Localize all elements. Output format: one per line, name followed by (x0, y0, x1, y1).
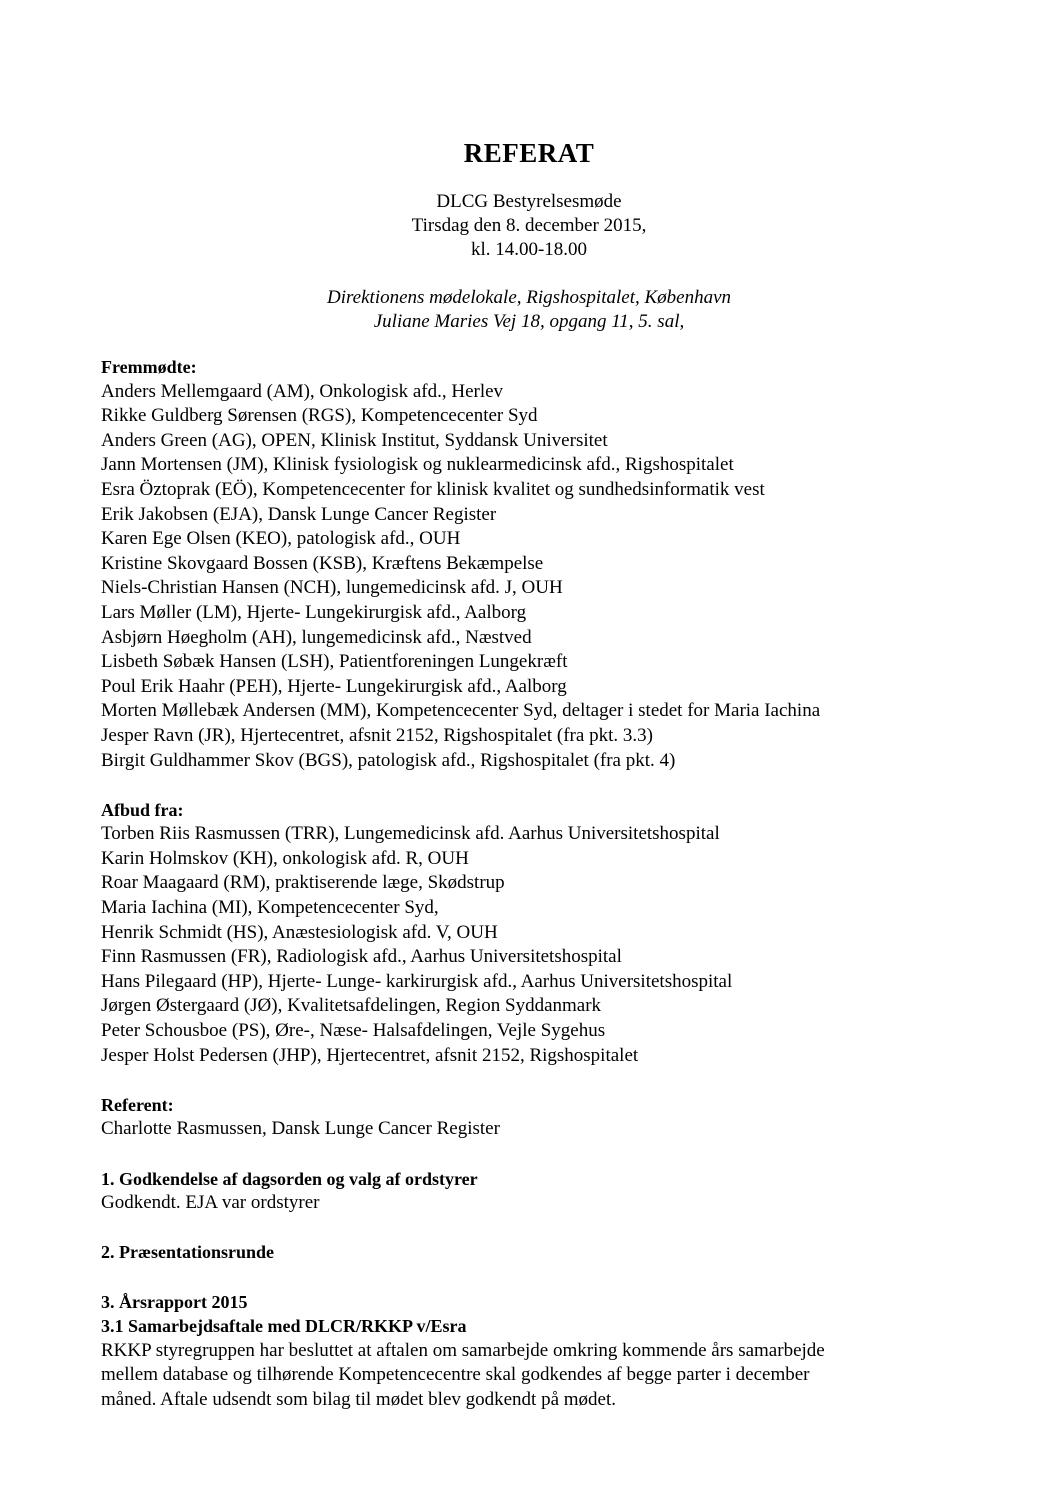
meeting-time: kl. 14.00-18.00 (470, 239, 588, 260)
attendee-item: Morten Møllebæk Andersen (MM), Kompetencecenter Syd, deltager i stedet for Maria Iachina (101, 700, 821, 722)
attendee-item: Jesper Ravn (JR), Hjertecentret, afsnit 2152, Rigshospitalet (fra pkt. 3.3) (101, 724, 653, 746)
attendee-item: Niels-Christian Hansen (NCH), lungemedicinsk afd. J, OUH (101, 577, 563, 599)
attendee-item: Lisbeth Søbæk Hansen (LSH), Patientforeningen Lungekræft (101, 651, 568, 673)
attendee-item: Erik Jakobsen (EJA), Dansk Lunge Cancer Register (101, 503, 497, 525)
document-title: REFERAT (463, 138, 595, 168)
agenda-item-2 (101, 1240, 1001, 1265)
absent-item: Hans Pilegaard (HP), Hjerte- Lunge- karkirurgisk afd., Aarhus Universitetshospital (101, 970, 733, 992)
paragraph-line: RKKP styregruppen har besluttet at aftalen om samarbejde omkring kommende års samarbejde (101, 1339, 825, 1361)
location-line-1: Direktionens mødelokale, Rigshospitalet, København (326, 287, 732, 308)
absent-item: Roar Maagaard (RM), praktiserende læge, Skødstrup (101, 872, 505, 894)
meeting-location (0, 286, 1058, 334)
referent-section (101, 1093, 1001, 1142)
absent-heading: Afbud fra: (101, 799, 184, 820)
attendee-item: Anders Mellemgaard (AM), Onkologisk afd., Herlev (101, 380, 504, 402)
agenda-item-3-1-heading: 3.1 Samarbejdsaftale med DLCR/RKKP v/Esra (101, 1316, 467, 1337)
absent-section (101, 798, 1001, 1069)
attendee-item: Lars Møller (LM), Hjerte- Lungekirurgisk afd., Aalborg (101, 601, 527, 623)
agenda-item-1-heading: 1. Godkendelse af dagsorden og valg af ordstyrer (101, 1168, 478, 1189)
absent-item: Maria Iachina (MI), Kompetencecenter Syd, (101, 897, 439, 919)
absent-item: Finn Rasmussen (FR), Radiologisk afd., Aarhus Universitetshospital (101, 946, 622, 968)
document-body (101, 355, 1001, 1413)
attendee-item: Asbjørn Høegholm (AH), lungemedicinsk afd., Næstved (101, 626, 532, 648)
absent-item: Henrik Schmidt (HS), Anæstesiologisk afd. V, OUH (101, 921, 498, 943)
location-line-2: Juliane Maries Vej 18, opgang 11, 5. sal, (373, 311, 685, 332)
agenda-item-1 (101, 1167, 1001, 1216)
absent-item: Jørgen Østergaard (JØ), Kvalitetsafdelingen, Region Syddanmark (101, 995, 602, 1017)
attendees-heading: Fremmødte: (101, 357, 197, 377)
referent-heading: Referent: (101, 1094, 174, 1115)
referent-name: Charlotte Rasmussen, Dansk Lunge Cancer Register (101, 1118, 500, 1140)
meeting-date: Tirsdag den 8. december 2015, (411, 215, 647, 236)
attendee-item: Birgit Guldhammer Skov (BGS), patologisk afd., Rigshospitalet (fra pkt. 4) (101, 749, 676, 771)
attendee-item: Anders Green (AG), OPEN, Klinisk Institut, Syddansk Universitet (101, 429, 608, 451)
attendee-item: Rikke Guldberg Sørensen (RGS), Kompetencecenter Syd (101, 405, 538, 427)
absent-item: Peter Schousboe (PS), Øre-, Næse- Halsafdelingen, Vejle Sygehus (101, 1020, 606, 1042)
paragraph-line: mellem database og tilhørende Kompetencecentre skal godkendes af begge parter i december (101, 1364, 810, 1386)
attendee-item: Esra Öztoprak (EÖ), Kompetencecenter for klinisk kvalitet og sundhedsinformatik vest (101, 478, 765, 500)
meeting-name: DLCG Bestyrelsesmøde (436, 191, 622, 212)
attendees-section (101, 355, 1001, 773)
agenda-item-1-text: Godkendt. EJA var ordstyrer (101, 1192, 320, 1214)
attendees-list (101, 380, 1001, 774)
paragraph-line: måned. Aftale udsendt som bilag til mødet blev godkendt på mødet. (101, 1388, 617, 1410)
absent-item: Torben Riis Rasmussen (TRR), Lungemedicinsk afd. Aarhus Universitetshospital (101, 823, 720, 845)
agenda-item-3-1-text (101, 1339, 1001, 1413)
absent-item: Jesper Holst Pedersen (JHP), Hjertecentret, afsnit 2152, Rigshospitalet (101, 1044, 639, 1066)
absent-item: Karin Holmskov (KH), onkologisk afd. R, OUH (101, 847, 469, 869)
meeting-info (0, 190, 1058, 262)
agenda-item-3 (101, 1290, 1001, 1413)
attendee-item: Poul Erik Haahr (PEH), Hjerte- Lungekirurgisk afd., Aalborg (101, 675, 567, 697)
agenda-item-3-heading: 3. Årsrapport 2015 (101, 1291, 248, 1312)
attendee-item: Kristine Skovgaard Bossen (KSB), Kræftens Bekæmpelse (101, 552, 544, 574)
attendee-item: Karen Ege Olsen (KEO), patologisk afd., OUH (101, 528, 461, 550)
absent-list (101, 822, 1001, 1068)
agenda-item-2-heading: 2. Præsentationsrunde (101, 1242, 275, 1263)
attendee-item: Jann Mortensen (JM), Klinisk fysiologisk og nuklearmedicinsk afd., Rigshospitalet (101, 454, 734, 476)
